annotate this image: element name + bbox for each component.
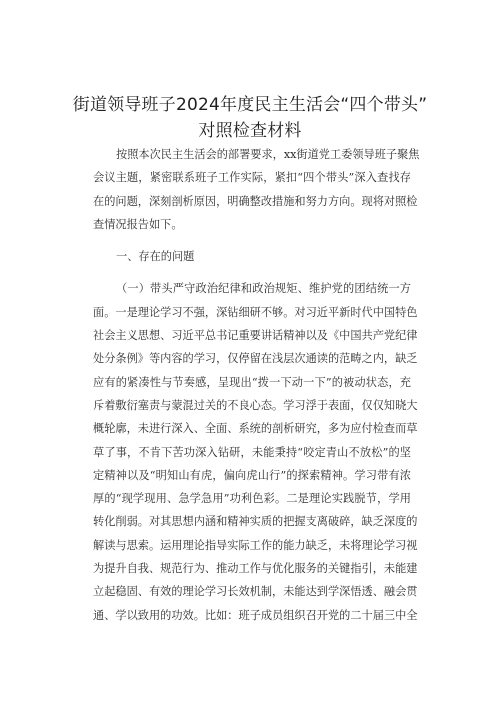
section-heading: 一、存在的问题 (116, 250, 195, 264)
document-body (93, 143, 420, 627)
subsection-line: 应有的紧凑性与节奏感，呈现出“拨一下动一下”的被动状态，充 (93, 375, 411, 389)
subsection-line: 转化削弱。对其思想内涵和精神实质的把握支离破碎，缺乏深度的 (93, 515, 418, 529)
subsection-line: 处分条例》等内容的学习，仅停留在浅层次通读的范畴之内，缺乏 (93, 352, 418, 366)
document-title-line-2: 对照检查材料 (198, 121, 302, 141)
subsection-line: 斥着敷衍塞责与蒙混过关的不良心态。学习浮于表面，仅仅知晓大 (93, 398, 418, 412)
subsection-line: 解读与思索。运用理论指导实际工作的能力缺乏，未将理论学习视 (93, 538, 418, 552)
subsection-line: （一）带头严守政治纪律和政治规矩、维护党的团结统一方 (116, 282, 411, 296)
subsection-line: 立起稳固、有效的理论学习长效机制，未能达到学深悟透、融会贯 (93, 585, 418, 599)
paragraph-gap (93, 236, 411, 245)
intro-line: 会议主题，紧密联系班子工作实际，紧扣“四个带头”深入查找存 (93, 171, 411, 185)
subsection-line: 面。一是理论学习不强，深钻细研不够。对习近平新时代中国特色 (93, 305, 418, 319)
subsection-line: 厚的“现学现用、急学急用”功利色彩。二是理论实践脱节，学用 (93, 492, 411, 506)
intro-line: 在的问题，深刻剖析原因，明确整改措施和努力方向。现将对照检 (93, 194, 418, 208)
subsection-line: 概轮廓，未进行深入、全面、系统的剖析研究，多为应付检查而草 (93, 422, 418, 436)
subsection-line: 草了事，不肯下苦功深入钻研，未能秉持“咬定青山不放松”的坚 (93, 445, 411, 459)
subsection-line: 为提升自我、规范行为、推动工作与优化服务的关键指引，未能建 (93, 562, 418, 576)
subsection-line: 定精神以及“明知山有虎，偏向虎山行”的探索精神。学习带有浓 (93, 468, 411, 482)
subsection-line: 通、学以致用的功效。比如：班子成员组织召开党的二十届三中全 (93, 608, 418, 622)
intro-line: 查情况报告如下。 (93, 217, 183, 231)
intro-line: 按照本次民主生活会的部署要求，xx街道党工委领导班子聚焦 (116, 148, 420, 161)
subsection-line: 社会主义思想、习近平总书记重要讲话精神以及《中国共产党纪律 (93, 329, 418, 343)
document-title-line-1: 街道领导班子2024年度民主生活会“四个带头” (72, 95, 428, 115)
paragraph-gap (93, 268, 411, 277)
